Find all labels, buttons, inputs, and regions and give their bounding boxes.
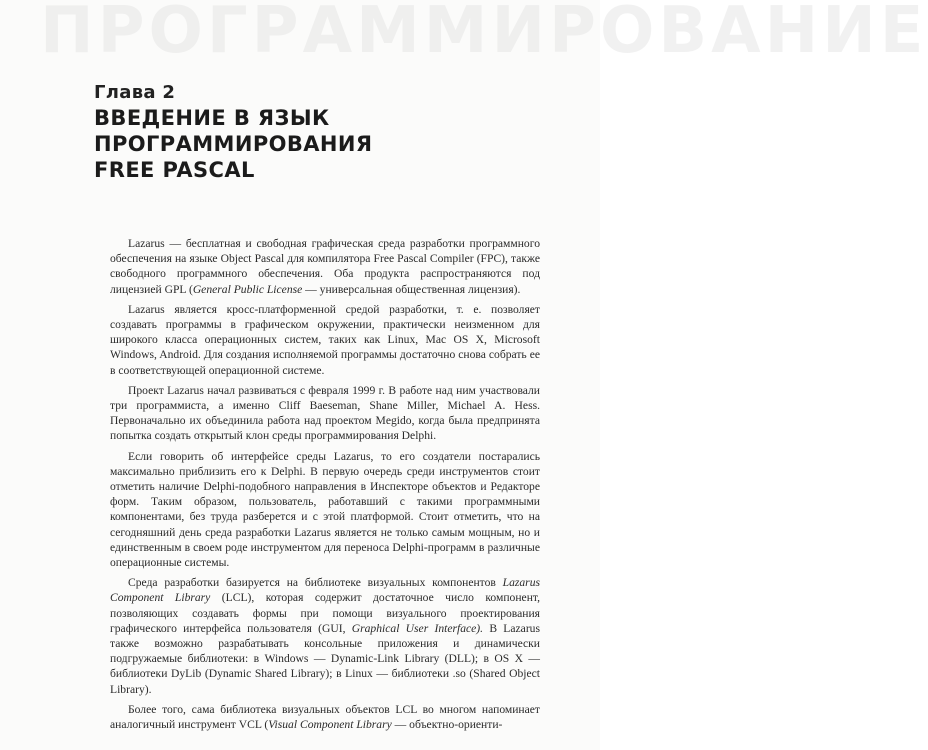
watermark: ПРОГРАММИРОВАНИЕ [40, 0, 928, 68]
paragraph-5-text-a: Среда разработки базируется на библиотеке визуальных компонентов [128, 576, 503, 590]
paragraph-6 [110, 702, 540, 732]
paragraph-5-text-c: (LCL), которая содержит достаточное число компонент, позволяющих создавать формы при помощи визуального проектирования графического интерфейса пользователя (GUI, [110, 591, 540, 635]
paragraph-5 [110, 575, 540, 697]
paragraph-3: Проект Lazarus начал развиваться с февраля 1999 г. В работе над ним участвовали три программиста, а именно Cliff Baeseman, Shane Miller, Michael A. Hess. Первоначально их объединила работа над проектом Megido, когда была предпринята попытка создать открытый клон среды программирования Delphi. [110, 383, 540, 443]
paragraph-6-italic-vcl: Visual Component Library [268, 718, 392, 732]
paragraph-1-text-a: Lazarus — бесплатная и свободная графическая среда разработки программного обеспечения на языке Object Pascal для компилятора Free Pascal Compiler (FPC), также свободного программного обеспечения. Оба продукта распространяются под лицензией GPL ( [110, 237, 540, 296]
paragraph-1-italic: General Public License [192, 282, 303, 296]
paragraph-5-italic-gui: Graphical User Interface). [351, 621, 484, 635]
chapter-title-line-1: ВВЕДЕНИЕ В ЯЗЫК ПРОГРАММИРОВАНИЯ [94, 106, 373, 156]
paragraph-5-text-e: В Lazarus также возможно разрабатывать консольные приложения и динамически подгружаемые библиотеки: в Windows — Dynamic-Link Library (DLL); в OS X —библиотеки DyLib (Dynamic Shared Library); в Linux — библиотеки .so (Shared Object Library). [110, 621, 540, 696]
paragraph-2: Lazarus является кросс-платформенной средой разработки, т. е. позволяет создавать программы в графическом окружении, практически неизменном для широкого класса операционных систем, таких как Linux, Mac OS X, Microsoft Windows, Android. Для создания исполняемой программы достаточно снова собрать ее в соответствующей операционной системе. [110, 302, 540, 377]
body-text [110, 236, 540, 737]
chapter-header [94, 82, 574, 183]
paragraph-4: Если говорить об интерфейсе среды Lazarus, то его создатели постарались максимально приблизить его к Delphi. В первую очередь среди инструментов стоит отметить наличие Delphi-подобного направления в Инспекторе объектов и Редакторе форм. Таким образом, пользователь, работавший с такими программными компонентами, без труда разберется и с этой платформой. Стоит отметить, что на сегодняшний день среда разработки Lazarus является не только самым мощным, но и единственным в своем роде инструментом для переноса Delphi-программ в различные операционные системы. [110, 449, 540, 570]
chapter-label: Глава 2 [94, 82, 176, 103]
paragraph-1 [110, 236, 540, 297]
paragraph-1-text-c: — универсальная общественная лицензия). [302, 282, 521, 296]
paragraph-6-text-c: — объектно-ориенти- [391, 718, 503, 732]
chapter-title [94, 105, 574, 183]
paragraph-5-italic-lcl: Lazarus Component Library [110, 576, 540, 605]
chapter-title-line-2: FREE PASCAL [94, 158, 255, 182]
paragraph-6-text-a: Более того, сама библиотека визуальных объектов LCL во многом напоминает аналогичный инструмент VCL ( [110, 702, 540, 732]
